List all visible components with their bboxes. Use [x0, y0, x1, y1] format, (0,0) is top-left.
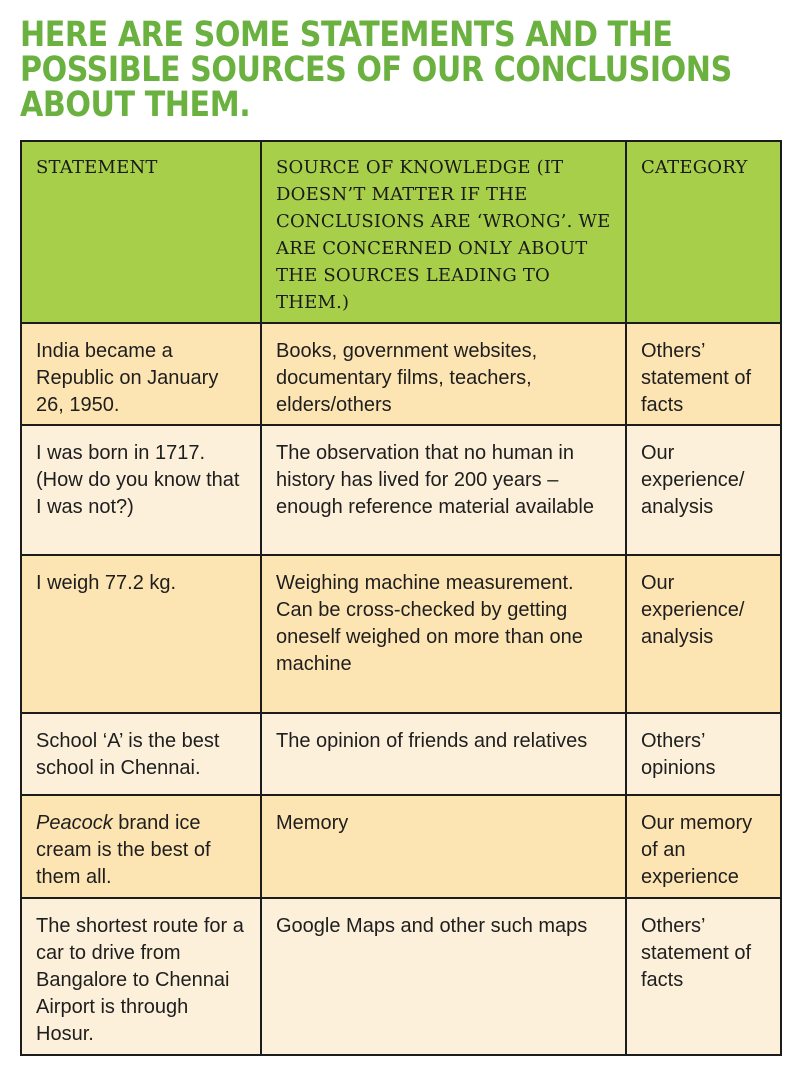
cell-category: Our memory of an experience: [626, 795, 781, 898]
cell-category: Others’ statement of facts: [626, 898, 781, 1055]
title-line: ABOUT THEM.: [20, 85, 251, 125]
cell-statement: India became a Republic on January 26, 1950.: [21, 323, 261, 425]
title-line: HERE ARE SOME STATEMENTS AND THE: [20, 15, 673, 55]
cell-category: Others’ statement of facts: [626, 323, 781, 425]
cell-source: Weighing machine measurement. Can be cross-checked by getting oneself weighed on more than one machine: [261, 555, 626, 713]
cell-source: The opinion of friends and relatives: [261, 713, 626, 795]
sources-table: [20, 140, 782, 1056]
cell-statement: [21, 795, 261, 898]
cell-source: Books, government websites, documentary films, teachers, elders/others: [261, 323, 626, 425]
table-row: [21, 425, 781, 555]
header-category: CATEGORY: [626, 141, 781, 323]
cell-category: Our experience/ analysis: [626, 425, 781, 555]
cell-category: Our experience/ analysis: [626, 555, 781, 713]
brand-name: Peacock: [36, 812, 113, 834]
header-statement: STATEMENT: [21, 141, 261, 323]
cell-statement: The shortest route for a car to drive from Bangalore to Chennai Airport is through Hosur.: [21, 898, 261, 1055]
table-row: [21, 898, 781, 1055]
statement-text: brand ice cream is the best of them all.: [36, 812, 211, 888]
cell-source: Memory: [261, 795, 626, 898]
cell-category: Others’ opinions: [626, 713, 781, 795]
table-row: [21, 555, 781, 713]
cell-source: Google Maps and other such maps: [261, 898, 626, 1055]
title-line: POSSIBLE SOURCES OF OUR CONCLUSIONS: [20, 50, 732, 90]
table-header-row: [21, 141, 781, 323]
table-row: [21, 713, 781, 795]
header-source: SOURCE OF KNOWLEDGE (IT DOESN’T MATTER IF THE CONCLUSIONS ARE ‘WRONG’. WE ARE CONCERNED ONLY ABOUT THE SOURCES LEADING TO THEM.): [261, 141, 626, 323]
table-row: [21, 323, 781, 425]
cell-source: The observation that no human in history has lived for 200 years – enough reference material available: [261, 425, 626, 555]
table-row: [21, 795, 781, 898]
cell-statement: I was born in 1717. (How do you know that I was not?): [21, 425, 261, 555]
page-title: [20, 15, 777, 125]
cell-statement: I weigh 77.2 kg.: [21, 555, 261, 713]
cell-statement: School ‘A’ is the best school in Chennai.: [21, 713, 261, 795]
